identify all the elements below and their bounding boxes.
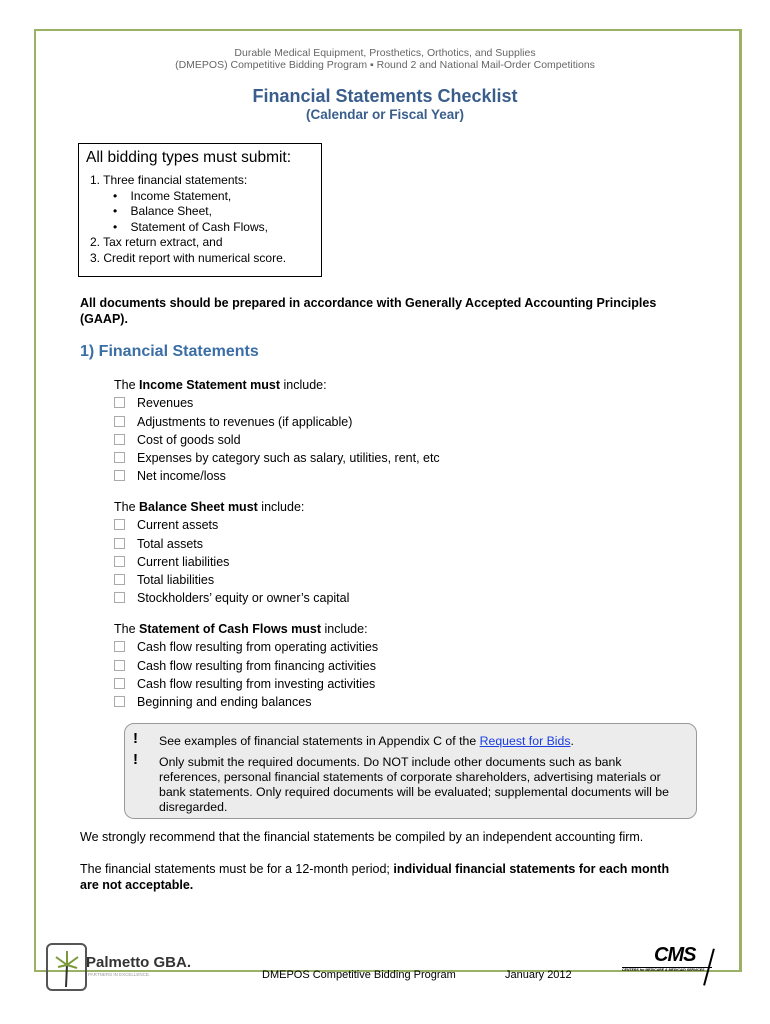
header-line-2: (DMEPOS) Competitive Bidding Program ▪ Round 2 and National Mail-Order Competitions xyxy=(175,59,595,71)
checkbox-icon[interactable] xyxy=(114,678,125,689)
palmetto-logo-icon xyxy=(46,943,87,991)
checkbox-icon[interactable] xyxy=(114,660,125,671)
submit-item: • Income Statement, xyxy=(113,188,232,203)
checklist-item[interactable]: Cash flow resulting from operating activities xyxy=(114,638,378,656)
page-subtitle: (Calendar or Fiscal Year) xyxy=(305,107,465,122)
checklist-item[interactable]: Revenues xyxy=(114,394,440,412)
palmetto-logo-name: Palmetto GBA. xyxy=(86,954,192,971)
checkbox-icon[interactable] xyxy=(114,592,125,603)
gaap-note: All documents should be prepared in accordance with Generally Accepted Accounting Principles (GAAP). xyxy=(80,296,657,326)
cms-logo: CMS xyxy=(654,944,696,966)
exclamation-icon: ! xyxy=(133,751,138,768)
checkbox-icon[interactable] xyxy=(114,397,125,408)
cms-logo-tagline: CENTERS for MEDICARE & MEDICAID SERVICES xyxy=(622,967,712,972)
submit-box xyxy=(78,143,322,277)
submit-heading: All bidding types must submit: xyxy=(86,149,292,166)
checklist-item[interactable]: Cash flow resulting from investing activities xyxy=(114,675,378,693)
checkbox-icon[interactable] xyxy=(114,416,125,427)
footer-program: DMEPOS Competitive Bidding Program xyxy=(262,969,456,981)
header-line-1: Durable Medical Equipment, Prosthetics, Orthotics, and Supplies xyxy=(234,47,536,59)
checkbox-icon[interactable] xyxy=(114,519,125,530)
submit-item: 2. Tax return extract, and xyxy=(90,235,223,249)
income-statement-list xyxy=(114,376,440,486)
checkbox-icon[interactable] xyxy=(114,452,125,463)
palmetto-logo-tagline: PARTNERS IN EXCELLENCE. xyxy=(88,972,151,977)
checklist-item[interactable]: Stockholders’ equity or owner’s capital xyxy=(114,589,349,607)
request-for-bids-link[interactable]: Request for Bids xyxy=(479,734,571,748)
note-2: Only submit the required documents. Do NOT include other documents such as bank references, personal financial statements of corporate shareholders, advertising materials or bank statements. Only required documents will be evaluated; supplemental documents will be disregarded. xyxy=(159,755,669,814)
page-title: Financial Statements Checklist xyxy=(252,86,518,106)
checkbox-icon[interactable] xyxy=(114,470,125,481)
income-intro: The Income Statement must include: xyxy=(114,378,327,392)
checkbox-icon[interactable] xyxy=(114,574,125,585)
checklist-item[interactable]: Total assets xyxy=(114,535,349,553)
checklist-item[interactable]: Current liabilities xyxy=(114,553,349,571)
notes-box xyxy=(124,723,697,819)
footer-date: January 2012 xyxy=(505,969,572,981)
section-title: 1) Financial Statements xyxy=(80,343,259,360)
balance-sheet-list xyxy=(114,498,349,608)
checkbox-icon[interactable] xyxy=(114,434,125,445)
balance-intro: The Balance Sheet must include: xyxy=(114,500,305,514)
submit-item: • Balance Sheet, xyxy=(113,204,212,218)
checkbox-icon[interactable] xyxy=(114,538,125,549)
checkbox-icon[interactable] xyxy=(114,556,125,567)
recommendation-text: We strongly recommend that the financial statements be compiled by an independent accounting firm. xyxy=(80,830,644,844)
note-1: See examples of financial statements in Appendix C of the Request for Bids. xyxy=(159,734,574,748)
checklist-item[interactable]: Adjustments to revenues (if applicable) xyxy=(114,413,440,431)
period-text: The financial statements must be for a 12-month period; individual financial statements for each month are not acceptable. xyxy=(80,862,670,892)
cash-flows-list xyxy=(114,620,378,711)
submit-item: • Statement of Cash Flows, xyxy=(113,219,268,234)
checklist-item[interactable]: Current assets xyxy=(114,516,349,534)
checklist-item[interactable]: Cost of goods sold xyxy=(114,431,440,449)
submit-item: 1. Three financial statements: xyxy=(90,173,248,187)
checklist-item[interactable]: Cash flow resulting from financing activities xyxy=(114,657,378,675)
checklist-item[interactable]: Net income/loss xyxy=(114,467,440,485)
checklist-item[interactable]: Expenses by category such as salary, utilities, rent, etc xyxy=(114,449,440,467)
checklist-item[interactable]: Beginning and ending balances xyxy=(114,693,378,711)
submit-item: 3. Credit report with numerical score. xyxy=(90,250,287,265)
checklist-item[interactable]: Total liabilities xyxy=(114,571,349,589)
exclamation-icon: ! xyxy=(133,730,138,747)
cashflow-intro: The Statement of Cash Flows must include: xyxy=(114,622,368,636)
checkbox-icon[interactable] xyxy=(114,696,125,707)
checkbox-icon[interactable] xyxy=(114,641,125,652)
